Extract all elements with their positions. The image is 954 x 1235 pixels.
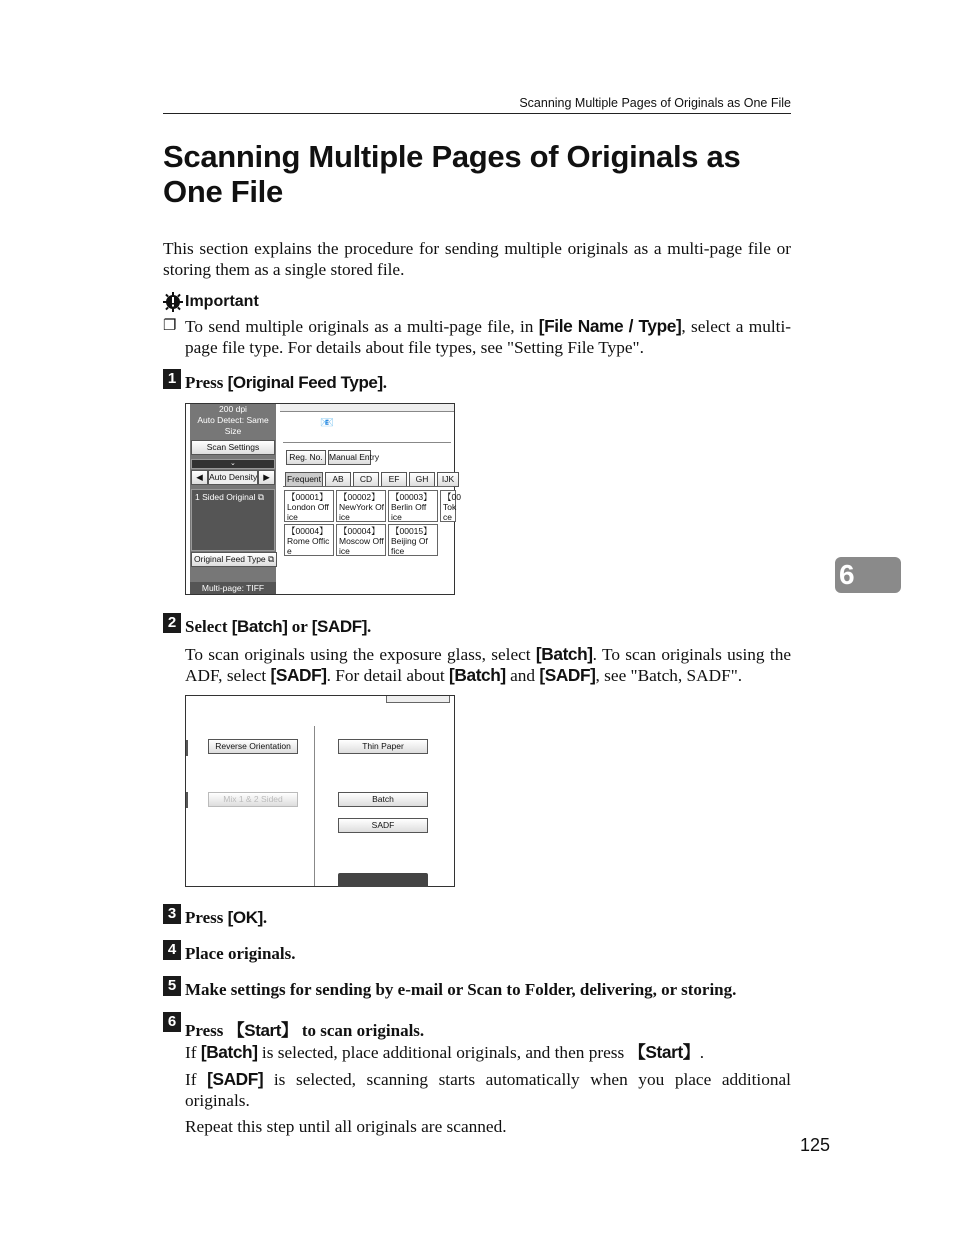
step-2: 2 Select [Batch] or [SADF]. (163, 615, 371, 637)
density-left-arrow-icon[interactable]: ◀ (191, 470, 208, 485)
feed-icon: ⧉ (268, 554, 275, 564)
step-6-batch-note: If [Batch] is selected, place additional originals, and then press 【Start】. (185, 1042, 705, 1062)
destination-newyork[interactable]: 【00002】 NewYork Of ice (336, 490, 386, 522)
auto-density-button[interactable]: Auto Density (208, 470, 258, 485)
tab-ijk[interactable]: IJK (437, 472, 459, 487)
reverse-orientation-button[interactable]: Reverse Orientation (208, 739, 298, 754)
step-number: 4 (163, 940, 181, 960)
tab-ef[interactable]: EF (381, 472, 407, 487)
mix-sided-button: Mix 1 & 2 Sided (208, 792, 298, 807)
tab-ab[interactable]: AB (325, 472, 351, 487)
screenshot-original-feed-type (185, 403, 461, 595)
sided-label: 1 Sided Original ⧉ (195, 492, 264, 502)
step-6-sadf-note: If [SADF] is selected, scanning starts automatically when you place additional originals. (185, 1069, 791, 1110)
destination-tokyo[interactable]: 【00 Tok ce (440, 490, 456, 522)
destination-icon: 📧 (320, 417, 334, 429)
intro-paragraph: This section explains the procedure for sending multiple originals as a multi-page file or storing them as a single stored file. (163, 239, 791, 279)
multipage-status: Multi-page: TIFF (190, 582, 276, 594)
step-6-repeat-note: Repeat this step until all originals are scanned. (185, 1117, 507, 1136)
reg-no-button[interactable]: Reg. No. (286, 450, 326, 465)
running-head: Scanning Multiple Pages of Originals as One File (163, 96, 791, 114)
slider-handle-icon: ⌄ (230, 460, 236, 467)
screenshot-batch-sadf (185, 695, 455, 887)
density-slider[interactable] (191, 459, 275, 469)
step-number: 3 (163, 904, 181, 924)
page-title: Scanning Multiple Pages of Originals as One File (163, 139, 741, 209)
chapter-tab: 6 (835, 557, 901, 593)
column-divider (314, 726, 315, 886)
destination-london[interactable]: 【00001】 London Off ice (284, 490, 334, 522)
step-number: 2 (163, 613, 181, 633)
destination-rome[interactable]: 【00004】 Rome Offic e (284, 524, 334, 556)
divider (283, 442, 451, 443)
original-feed-type-button[interactable]: Original Feed Type ⧉ (191, 552, 277, 567)
step-number: 1 (163, 369, 181, 389)
tab-underline (283, 486, 453, 487)
destination-beijing[interactable]: 【00015】 Beijing Of fice (388, 524, 438, 556)
important-item: To send multiple originals as a multi-page file, in [File Name / Type], select a multi-page file type. For details about file types, see "Setting File Type". (185, 316, 792, 357)
tab-frequent[interactable]: Frequent (285, 472, 323, 487)
checkbox-bullet-icon: ❐ (163, 318, 177, 334)
step-number: 6 (163, 1012, 181, 1032)
important-label: Important (185, 293, 259, 310)
left-edge-mark (186, 792, 188, 808)
sadf-button[interactable]: SADF (338, 818, 428, 833)
tab-gh[interactable]: GH (409, 472, 435, 487)
important-heading (163, 292, 259, 312)
top-tab-strip (280, 404, 454, 412)
left-edge-mark (186, 740, 188, 756)
scan-settings-button[interactable]: Scan Settings (191, 440, 275, 455)
density-right-arrow-icon[interactable]: ▶ (258, 470, 275, 485)
duplex-icon: ⧉ (257, 492, 264, 502)
step-2-body: To scan originals using the exposure glass, select [Batch]. To scan originals using the ADF, select [SADF]. For detail about [Batch] and [SADF], see "Batch, SADF". (185, 644, 792, 685)
ok-button-edge[interactable] (338, 873, 428, 887)
page-number: 125 (800, 1135, 831, 1155)
thin-paper-button[interactable]: Thin Paper (338, 739, 428, 754)
manual-entry-button[interactable]: Manual Entry (328, 450, 371, 465)
step-1: 1 Press [Original Feed Type]. (163, 371, 387, 393)
destination-moscow[interactable]: 【00004】 Moscow Off ice (336, 524, 386, 556)
batch-button[interactable]: Batch (338, 792, 428, 807)
step-number: 5 (163, 976, 181, 996)
tab-cd[interactable]: CD (353, 472, 379, 487)
top-button-edge (386, 696, 450, 703)
important-icon (163, 292, 183, 312)
step-5: 5 Make settings for sending by e-mail or Scan to Folder, delivering, or storing. (163, 978, 736, 1000)
original-settings-box (191, 489, 275, 551)
step-3: 3 Press [OK]. (163, 906, 267, 928)
step-4: 4 Place originals. (163, 942, 295, 964)
destination-berlin[interactable]: 【00003】 Berlin Off ice (388, 490, 438, 522)
resolution-label: 200 dpi Auto Detect: Same Size (197, 404, 269, 436)
step-6: 6 Press 【Start】 to scan originals. (163, 1014, 424, 1041)
